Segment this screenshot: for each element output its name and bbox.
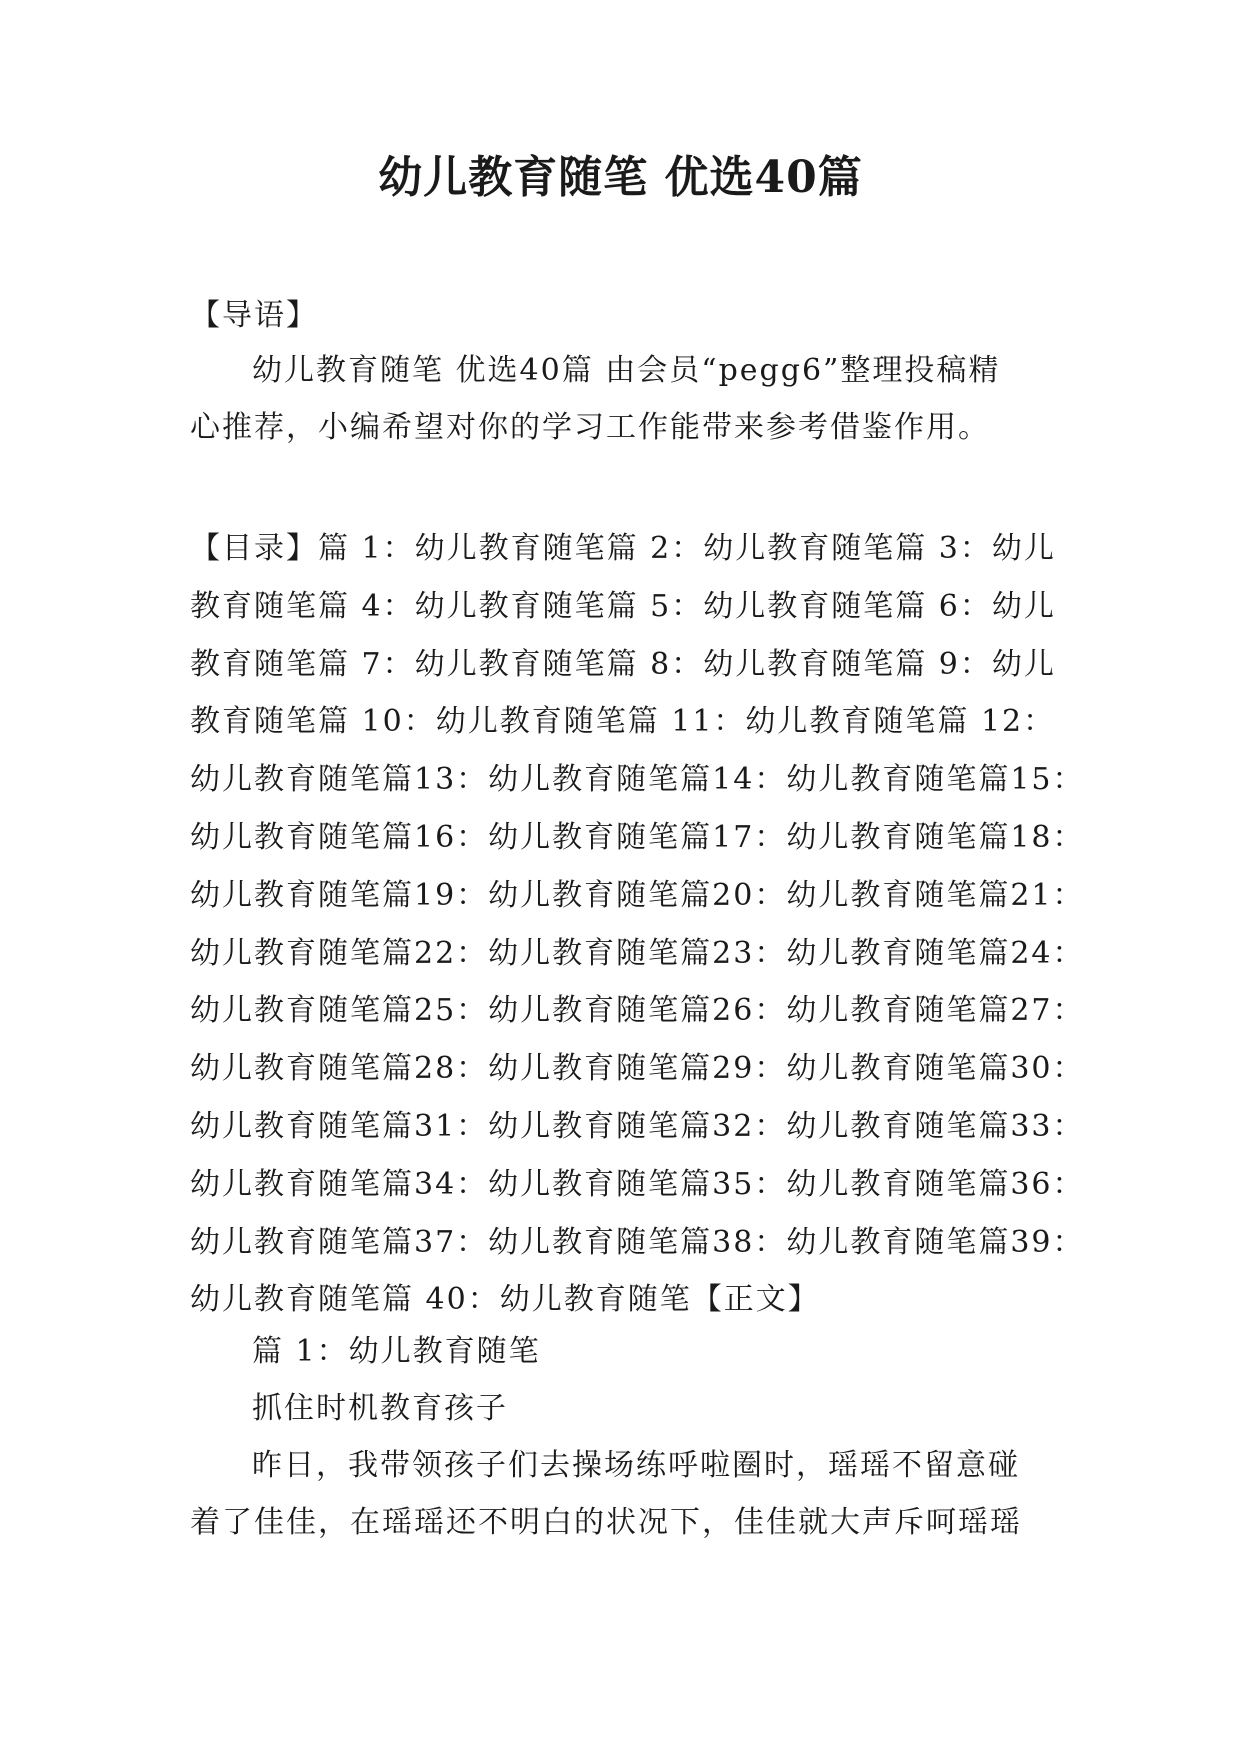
toc-line: 幼儿教育随笔篇13：幼儿教育随笔篇14：幼儿教育随笔篇15： <box>190 762 1085 798</box>
leadin-line: 幼儿教育随笔 优选40篇 由会员“pegg6”整理投稿精 <box>252 353 1001 388</box>
toc-line: 幼儿教育随笔篇 40：幼儿教育随笔【正文】 <box>190 1282 820 1318</box>
toc-line: 幼儿教育随笔篇19：幼儿教育随笔篇20：幼儿教育随笔篇21： <box>190 877 1085 913</box>
section-heading: 篇 1：幼儿教育随笔 <box>252 1334 541 1369</box>
leadin-line: 心推荐，小编希望对你的学习工作能带来参考借鉴作用。 <box>190 410 990 445</box>
paragraph-line: 昨日，我带领孩子们去操场练呼啦圈时，瑶瑶不留意碰 <box>252 1448 1020 1483</box>
toc-line: 幼儿教育随笔篇22：幼儿教育随笔篇23：幼儿教育随笔篇24： <box>190 935 1085 971</box>
leadin-paragraph <box>190 342 1070 456</box>
toc-line: 幼儿教育随笔篇37：幼儿教育随笔篇38：幼儿教育随笔篇39： <box>190 1224 1085 1260</box>
toc-line: 幼儿教育随笔篇28：幼儿教育随笔篇29：幼儿教育随笔篇30： <box>190 1051 1085 1087</box>
toc-line: 教育随笔篇 4：幼儿教育随笔篇 5：幼儿教育随笔篇 6：幼儿 <box>190 588 1056 624</box>
document-title: 幼儿教育随笔 优选40篇 <box>378 152 863 203</box>
leadin-label: 【导语】 <box>190 298 318 333</box>
table-of-contents <box>190 520 1085 1329</box>
toc-line: 教育随笔篇 7：幼儿教育随笔篇 8：幼儿教育随笔篇 9：幼儿 <box>190 646 1056 682</box>
toc-line: 幼儿教育随笔篇31：幼儿教育随笔篇32：幼儿教育随笔篇33： <box>190 1108 1085 1144</box>
toc-line: 教育随笔篇 10：幼儿教育随笔篇 11：幼儿教育随笔篇 12： <box>190 704 1056 740</box>
toc-line: 幼儿教育随笔篇16：幼儿教育随笔篇17：幼儿教育随笔篇18： <box>190 819 1085 855</box>
main-content <box>190 1323 1070 1551</box>
article-title: 抓住时机教育孩子 <box>252 1391 508 1426</box>
toc-line: 幼儿教育随笔篇25：幼儿教育随笔篇26：幼儿教育随笔篇27： <box>190 993 1085 1029</box>
toc-line: 【目录】篇 1：幼儿教育随笔篇 2：幼儿教育随笔篇 3：幼儿 <box>190 531 1056 566</box>
toc-line: 幼儿教育随笔篇34：幼儿教育随笔篇35：幼儿教育随笔篇36： <box>190 1166 1085 1202</box>
paragraph-line: 着了佳佳，在瑶瑶还不明白的状况下，佳佳就大声斥呵瑶瑶 <box>190 1505 1022 1540</box>
